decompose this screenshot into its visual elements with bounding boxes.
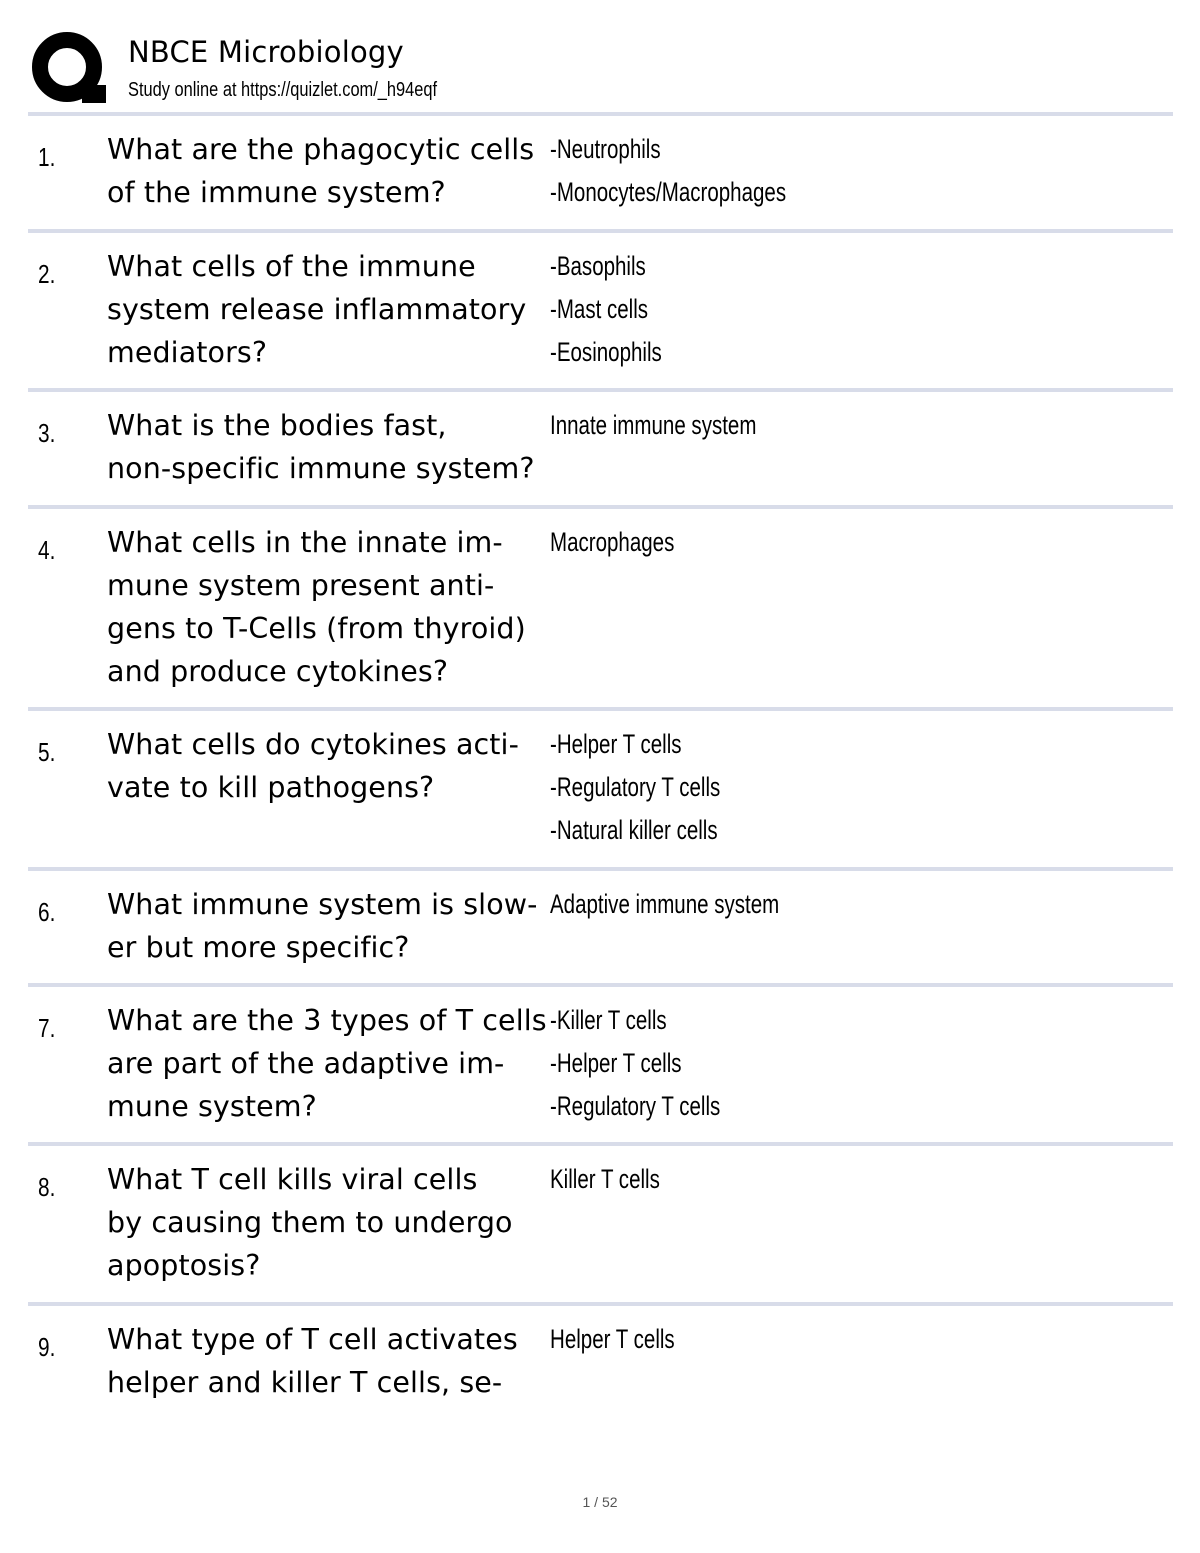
card-answer — [550, 128, 861, 214]
question-line: What are the 3 types of T cells — [107, 1004, 547, 1037]
card-number: 9. — [38, 1332, 56, 1362]
document-header — [30, 30, 1172, 108]
card-question — [107, 404, 557, 490]
card-question — [107, 245, 557, 374]
question-line: What are the phagocytic cells — [107, 133, 535, 166]
question-line: gens to T-Cells (from thyroid) — [107, 612, 526, 645]
question-line: What is the bodies fast, — [107, 409, 447, 442]
answer-line: -Basophils — [550, 251, 646, 281]
card-answer — [550, 1158, 695, 1201]
study-link-text[interactable]: Study online at https://quizlet.com/_h94eqf — [128, 79, 438, 101]
answer-line: -Regulatory T cells — [550, 772, 721, 802]
card-number: 8. — [38, 1172, 56, 1202]
question-line: What immune system is slow- — [107, 888, 538, 921]
question-line: What cells do cytokines acti- — [107, 728, 519, 761]
card-question — [107, 1158, 557, 1287]
card-answer — [550, 883, 852, 926]
question-line: What T cell kills viral cells — [107, 1163, 478, 1196]
question-line: and produce cytokines? — [107, 655, 449, 688]
card-answer — [550, 1318, 714, 1361]
answer-line: -Neutrophils — [550, 134, 661, 164]
flashcard — [28, 867, 1173, 983]
card-answer — [550, 999, 774, 1128]
document-title: NBCE Microbiology — [128, 35, 404, 69]
answer-line: -Regulatory T cells — [550, 1091, 721, 1121]
flashcard — [28, 505, 1173, 707]
question-line: helper and killer T cells, se- — [107, 1366, 503, 1399]
answer-line: Killer T cells — [550, 1164, 660, 1194]
card-number: 2. — [38, 259, 56, 289]
question-line: non-specific immune system? — [107, 452, 535, 485]
card-question — [107, 128, 557, 214]
flashcard — [28, 112, 1173, 229]
card-number: 7. — [38, 1013, 56, 1043]
question-line: mediators? — [107, 336, 268, 369]
card-number: 3. — [38, 418, 56, 448]
card-question — [107, 999, 557, 1128]
flashcard — [28, 707, 1173, 867]
question-line: apoptosis? — [107, 1249, 261, 1282]
question-line: mune system? — [107, 1090, 317, 1123]
answer-line: -Monocytes/Macrophages — [550, 177, 787, 207]
card-answer — [550, 404, 822, 447]
card-answer — [550, 521, 714, 564]
question-line: by causing them to undergo — [107, 1206, 513, 1239]
card-number: 4. — [38, 535, 56, 565]
page-number: 1 / 52 — [582, 1494, 618, 1510]
answer-line: -Helper T cells — [550, 729, 682, 759]
answer-line: -Eosinophils — [550, 337, 662, 367]
flashcard-list — [28, 112, 1173, 1412]
card-question — [107, 521, 557, 693]
answer-line: Helper T cells — [550, 1324, 675, 1354]
flashcard — [28, 229, 1173, 388]
question-line: mune system present anti- — [107, 569, 495, 602]
card-question — [107, 1318, 557, 1404]
question-line: What type of T cell activates — [107, 1323, 518, 1356]
answer-line: -Killer T cells — [550, 1005, 667, 1035]
card-question — [107, 723, 557, 809]
answer-line: -Helper T cells — [550, 1048, 682, 1078]
question-line: er but more specific? — [107, 931, 410, 964]
card-number: 1. — [38, 142, 56, 172]
flashcard — [28, 388, 1173, 505]
question-line: vate to kill pathogens? — [107, 771, 435, 804]
card-question — [107, 883, 557, 969]
question-line: What cells of the immune — [107, 250, 476, 283]
answer-line: -Mast cells — [550, 294, 649, 324]
question-line: are part of the adaptive im- — [107, 1047, 505, 1080]
flashcard — [28, 1302, 1173, 1412]
answer-line: Adaptive immune system — [550, 889, 780, 919]
answer-line: Macrophages — [550, 527, 675, 557]
quizlet-logo-icon — [30, 30, 108, 108]
card-number: 5. — [38, 737, 56, 767]
answer-line: Innate immune system — [550, 410, 757, 440]
card-answer — [550, 723, 774, 852]
question-line: system release inflammatory — [107, 293, 527, 326]
answer-line: -Natural killer cells — [550, 815, 718, 845]
card-number: 6. — [38, 897, 56, 927]
card-answer — [550, 245, 697, 374]
question-line: of the immune system? — [107, 176, 446, 209]
question-line: What cells in the innate im- — [107, 526, 503, 559]
flashcard — [28, 983, 1173, 1142]
flashcard — [28, 1142, 1173, 1302]
